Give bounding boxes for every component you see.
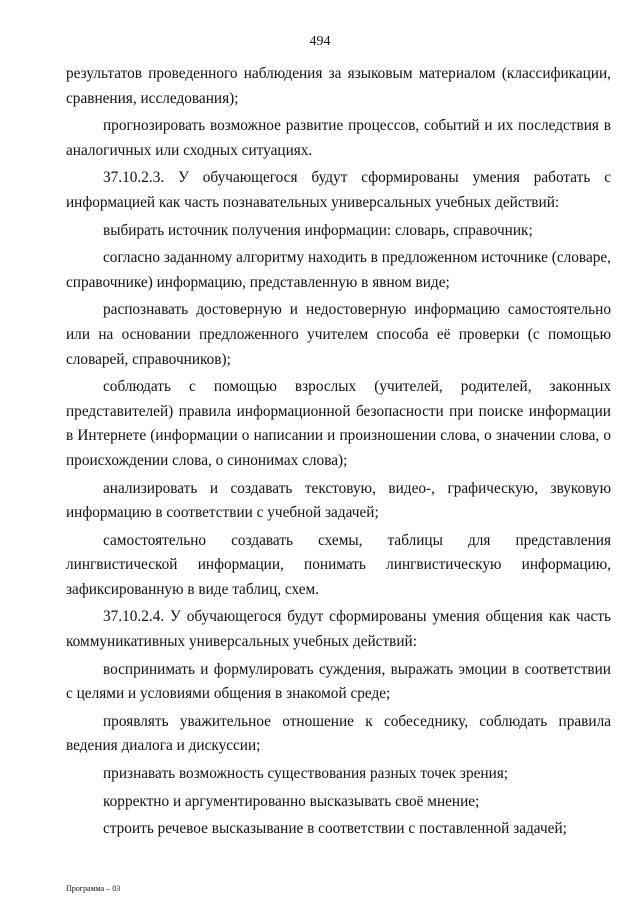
paragraph-8: анализировать и создавать текстовую, видео-, графическую, звуковую информацию в соответствии с учебной задачей; <box>66 479 611 522</box>
footer-program-label: Программа – 03 <box>66 884 121 893</box>
paragraph-1: результатов проведенного наблюдения за языковым материалом (классификации, сравнения, исследования); <box>66 65 611 107</box>
paragraph-10: 37.10.2.4. У обучающегося будут сформированы умения общения как часть коммуникативных универсальных учебных действий: <box>66 608 611 651</box>
paragraph-3: 37.10.2.3. У обучающегося будут сформированы умения работать с информацией как часть познавательных универсальных учебных действий: <box>66 169 611 211</box>
page-number: 494 <box>309 34 331 49</box>
paragraph-2: прогнозировать возможное развитие процессов, событий и их последствия в аналогичных или сходных ситуациях. <box>66 117 611 159</box>
body-text <box>66 62 611 845</box>
paragraph-7: соблюдать с помощью взрослых (учителей, родителей, законных представителей) правила информационной безопасности при поиске информации в Интернете (информации о написании и произношении слова, о значении слова, о происхождении слова, о синонимах слова); <box>66 378 611 469</box>
paragraph-9: самостоятельно создавать схемы, таблицы для представления лингвистической информации, понимать лингвистическую информацию, зафиксированную в виде таблиц, схем. <box>66 531 611 598</box>
paragraph-13: признавать возможность существования разных точек зрения; <box>103 765 509 783</box>
paragraph-14: корректно и аргументированно высказывать своё мнение; <box>103 792 480 810</box>
paragraph-5: согласно заданному алгоритму находить в предложенном источнике (словаре, справочнике) информацию, представленную в явном виде; <box>66 249 611 291</box>
paragraph-11: воспринимать и формулировать суждения, выражать эмоции в соответствии с целями и условиями общения в знакомой среде; <box>66 660 611 703</box>
paragraph-12: проявлять уважительное отношение к собеседнику, соблюдать правила ведения диалога и дискуссии; <box>66 712 611 755</box>
paragraph-6: распознавать достоверную и недостоверную информацию самостоятельно или на основании предложенного учителем способа её проверки (с помощью словарей, справочников); <box>66 301 611 368</box>
paragraph-4: выбирать источник получения информации: словарь, справочник; <box>103 221 533 239</box>
paragraph-15: строить речевое высказывание в соответствии с поставленной задачей; <box>103 820 567 838</box>
